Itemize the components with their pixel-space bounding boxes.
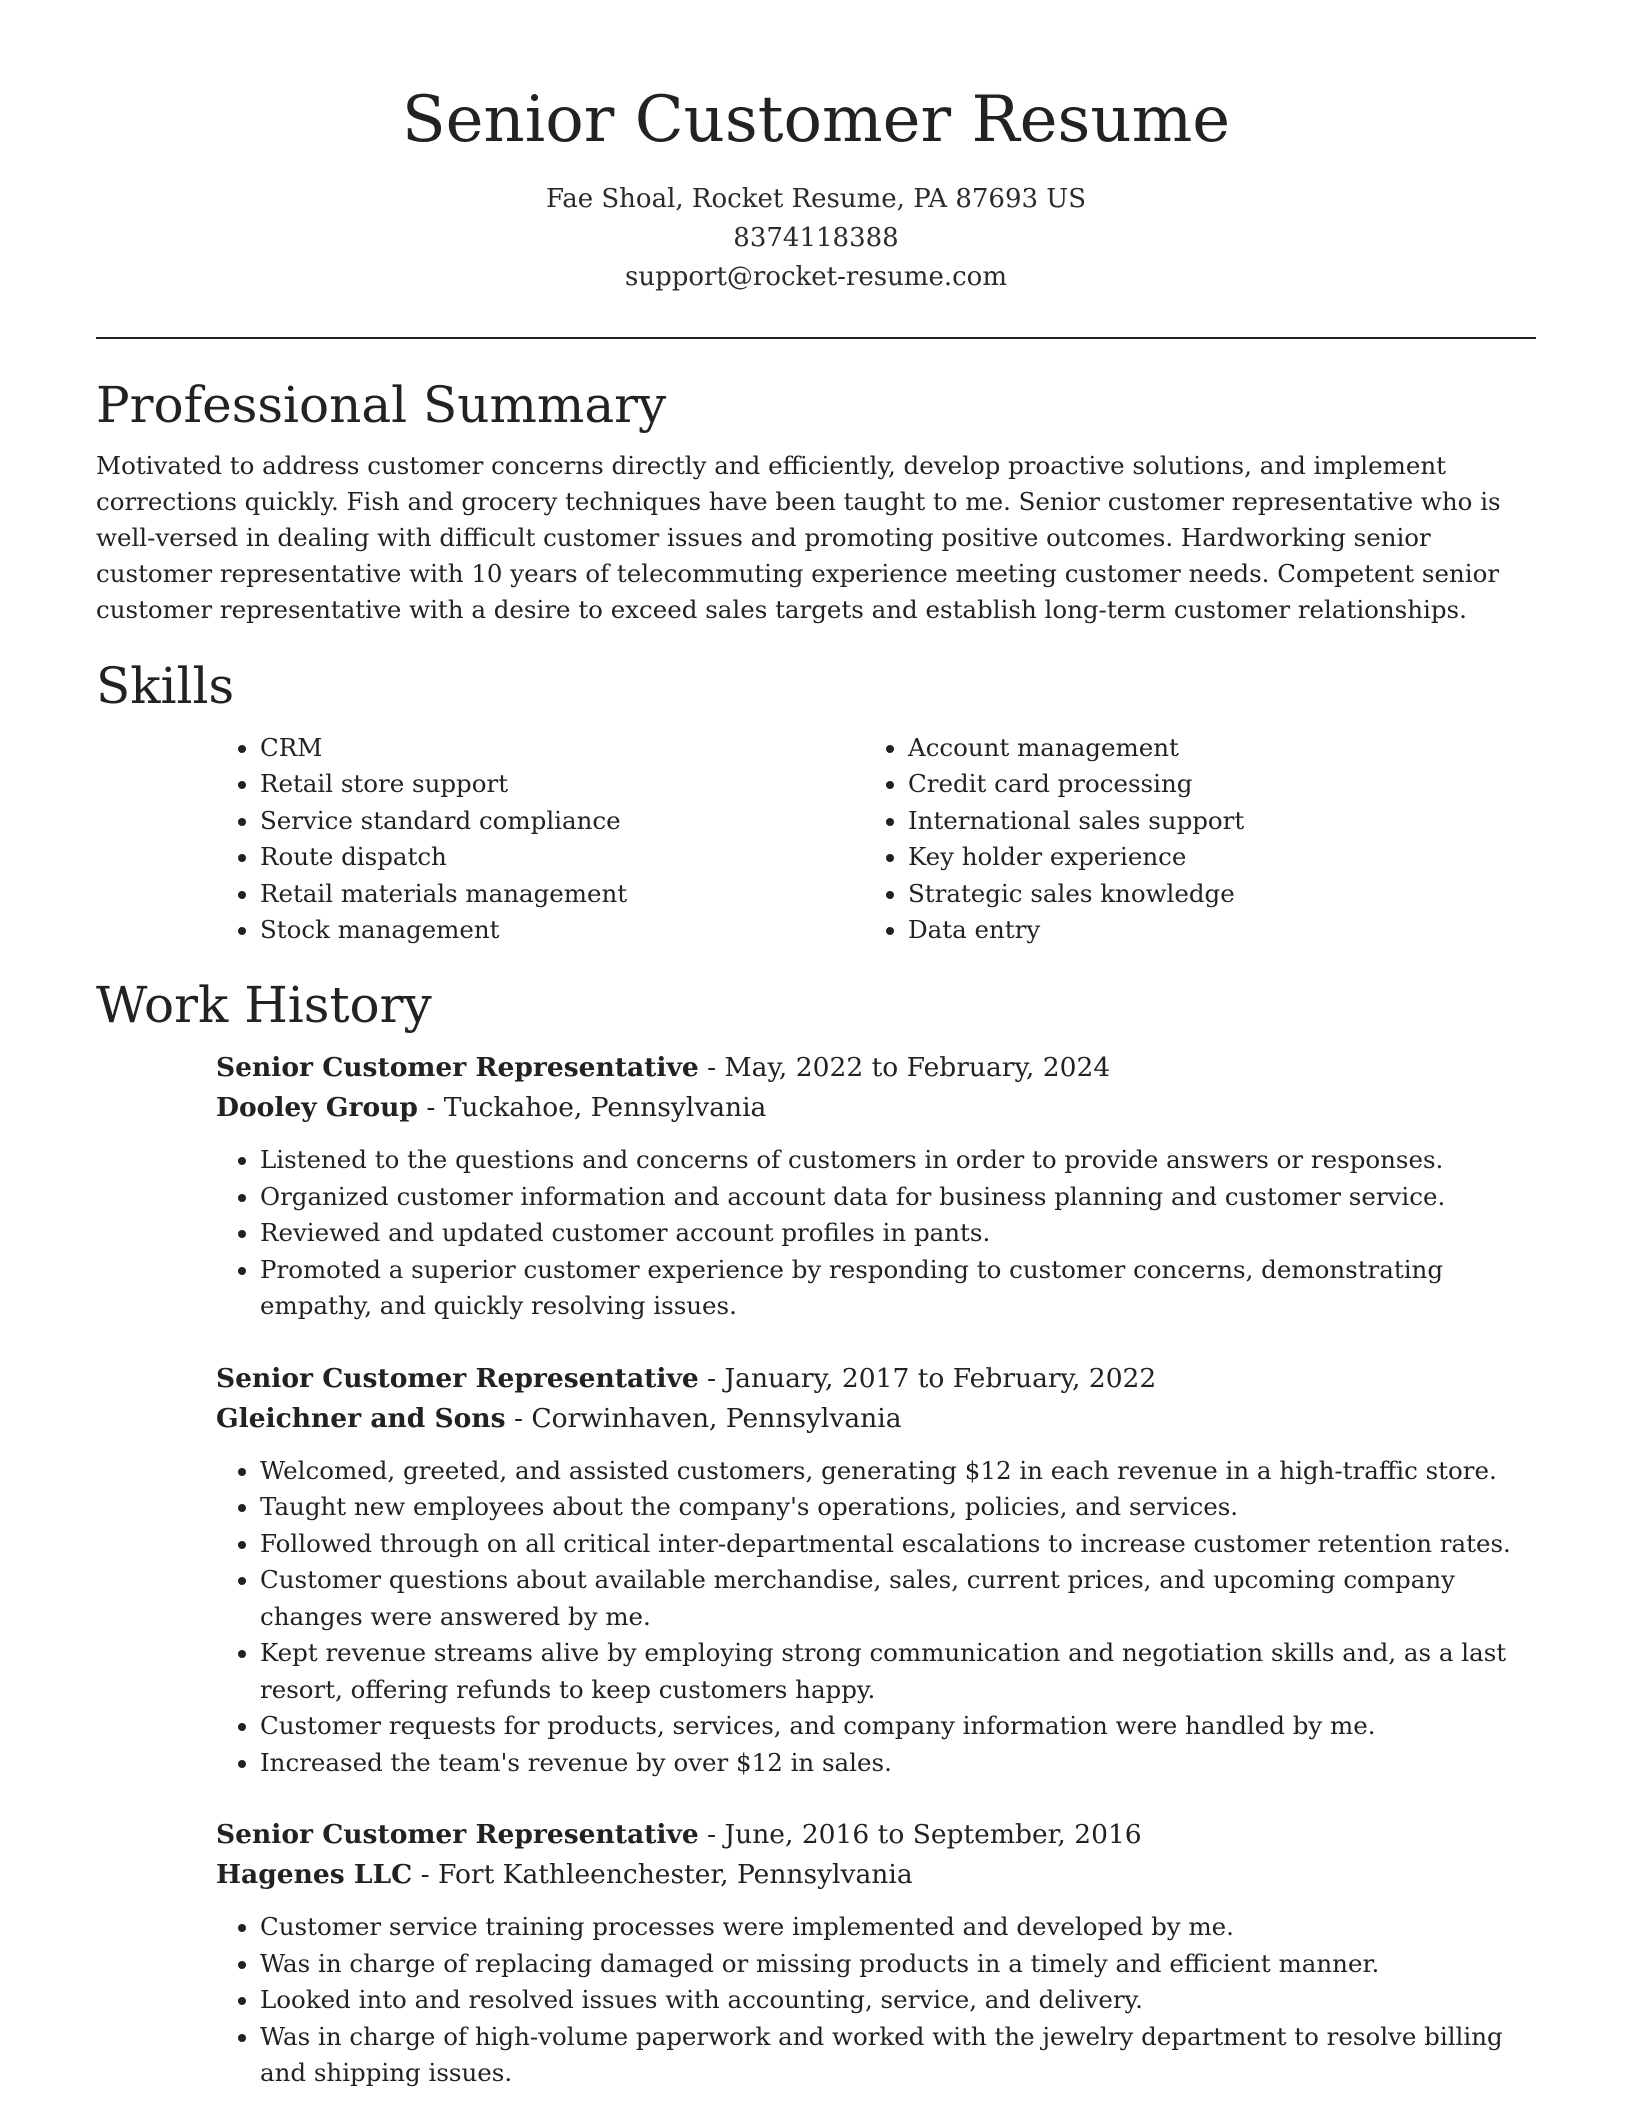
skills-heading: Skills — [96, 657, 235, 716]
work-history-section — [96, 977, 1536, 2092]
summary-text: Motivated to address customer concerns directly and efficiently, develop proactive solutions, and implement corrections quickly. Fish and grocery techniques have been taught to me. Senior customer representative who is well-versed in dealing with difficult customer issues and promoting positive outcomes. Hardworking senior customer representative with 10 years of telecommuting experience meeting customer needs. Competent senior customer representative with a desire to exceed sales targets and establish long-term customer relationships. — [96, 451, 1501, 625]
job-entry — [216, 1359, 1536, 1782]
job-title: Senior Customer Representative — [216, 1052, 699, 1084]
job-company-line — [216, 1399, 1536, 1439]
skill-item: • Stock management — [260, 912, 888, 949]
job-bullet: • Looked into and resolved issues with accounting, service, and delivery. — [260, 1982, 1536, 2019]
skill-item: • Credit card processing — [908, 766, 1536, 803]
skill-item: • Service standard compliance — [260, 803, 888, 840]
job-company: Dooley Group — [216, 1092, 418, 1124]
skills-list — [216, 730, 1536, 949]
summary-section — [96, 377, 1536, 629]
skill-item: • Account management — [908, 730, 1536, 767]
skills-column-right — [888, 730, 1536, 949]
job-bullet: • Welcomed, greeted, and assisted customers, generating $12 in each revenue in a high-traffic store. — [260, 1453, 1536, 1490]
job-company-line — [216, 1855, 1536, 1895]
resume-title: Senior Customer Resume — [401, 83, 1231, 157]
job-company: Gleichner and Sons — [216, 1402, 506, 1434]
skill-item: • Retail materials management — [260, 876, 888, 913]
skill-item: • Retail store support — [260, 766, 888, 803]
job-bullet: • Organized customer information and account data for business planning and customer service. — [260, 1179, 1536, 1216]
job-title-line — [216, 1815, 1536, 1855]
skills-section — [96, 658, 1536, 949]
job-bullet: • Customer service training processes were implemented and developed by me. — [260, 1909, 1536, 1946]
job-bullet: • Was in charge of replacing damaged or missing products in a timely and efficient manner. — [260, 1946, 1536, 1983]
job-bullet: • Taught new employees about the company's operations, policies, and services. — [260, 1489, 1536, 1526]
job-bullets — [216, 1453, 1536, 1782]
skill-item: • International sales support — [908, 803, 1536, 840]
skill-item: • Key holder experience — [908, 839, 1536, 876]
job-bullet: • Increased the team's revenue by over $12 in sales. — [260, 1745, 1536, 1782]
job-dates: - May, 2022 to February, 2024 — [698, 1052, 1111, 1084]
job-bullets — [216, 1909, 1536, 2092]
header-divider — [96, 337, 1536, 339]
job-entry — [216, 1815, 1536, 2092]
job-bullet: • Was in charge of high-volume paperwork and worked with the jewelry department to resolve billing and shipping issues. — [260, 2019, 1536, 2092]
job-bullets — [216, 1142, 1536, 1325]
job-bullet: • Customer requests for products, services, and company information were handled by me. — [260, 1708, 1536, 1745]
job-title: Senior Customer Representative — [216, 1819, 699, 1851]
job-company: Hagenes LLC — [216, 1859, 413, 1891]
job-title: Senior Customer Representative — [216, 1362, 699, 1394]
job-bullet: • Listened to the questions and concerns of customers in order to provide answers or responses. — [260, 1142, 1536, 1179]
job-company-line — [216, 1088, 1536, 1128]
skill-item: • Route dispatch — [260, 839, 888, 876]
job-bullet: • Kept revenue streams alive by employing strong communication and negotiation skills and, as a last resort, offering refunds to keep customers happy. — [260, 1635, 1536, 1708]
skills-column-left — [216, 730, 888, 949]
contact-phone: 8374118388 — [733, 222, 899, 253]
resume-page — [96, 0, 1536, 2126]
job-location: - Fort Kathleenchester, Pennsylvania — [412, 1859, 913, 1891]
job-dates: - June, 2016 to September, 2016 — [698, 1819, 1142, 1851]
work-history-heading: Work History — [96, 975, 432, 1034]
job-location: - Tuckahoe, Pennsylvania — [417, 1092, 767, 1124]
job-location: - Corwinhaven, Pennsylvania — [505, 1402, 902, 1434]
skill-item: • CRM — [260, 730, 888, 767]
summary-heading: Professional Summary — [96, 375, 667, 434]
job-bullet: • Followed through on all critical inter-departmental escalations to increase customer retention rates. — [260, 1526, 1536, 1563]
job-title-line — [216, 1048, 1536, 1088]
job-entry — [216, 1048, 1536, 1325]
job-bullet: • Promoted a superior customer experience by responding to customer concerns, demonstrating empathy, and quickly resolving issues. — [260, 1252, 1536, 1325]
skill-item: • Data entry — [908, 912, 1536, 949]
job-dates: - January, 2017 to February, 2022 — [698, 1362, 1157, 1394]
job-bullet: • Customer questions about available merchandise, sales, current prices, and upcoming company changes were answered by me. — [260, 1562, 1536, 1635]
job-title-line — [216, 1359, 1536, 1399]
contact-email: support@rocket-resume.com — [624, 261, 1007, 292]
skill-item: • Strategic sales knowledge — [908, 876, 1536, 913]
job-bullet: • Reviewed and updated customer account profiles in pants. — [260, 1215, 1536, 1252]
contact-address: Fae Shoal, Rocket Resume, PA 87693 US — [545, 183, 1087, 214]
resume-header — [96, 0, 1536, 297]
